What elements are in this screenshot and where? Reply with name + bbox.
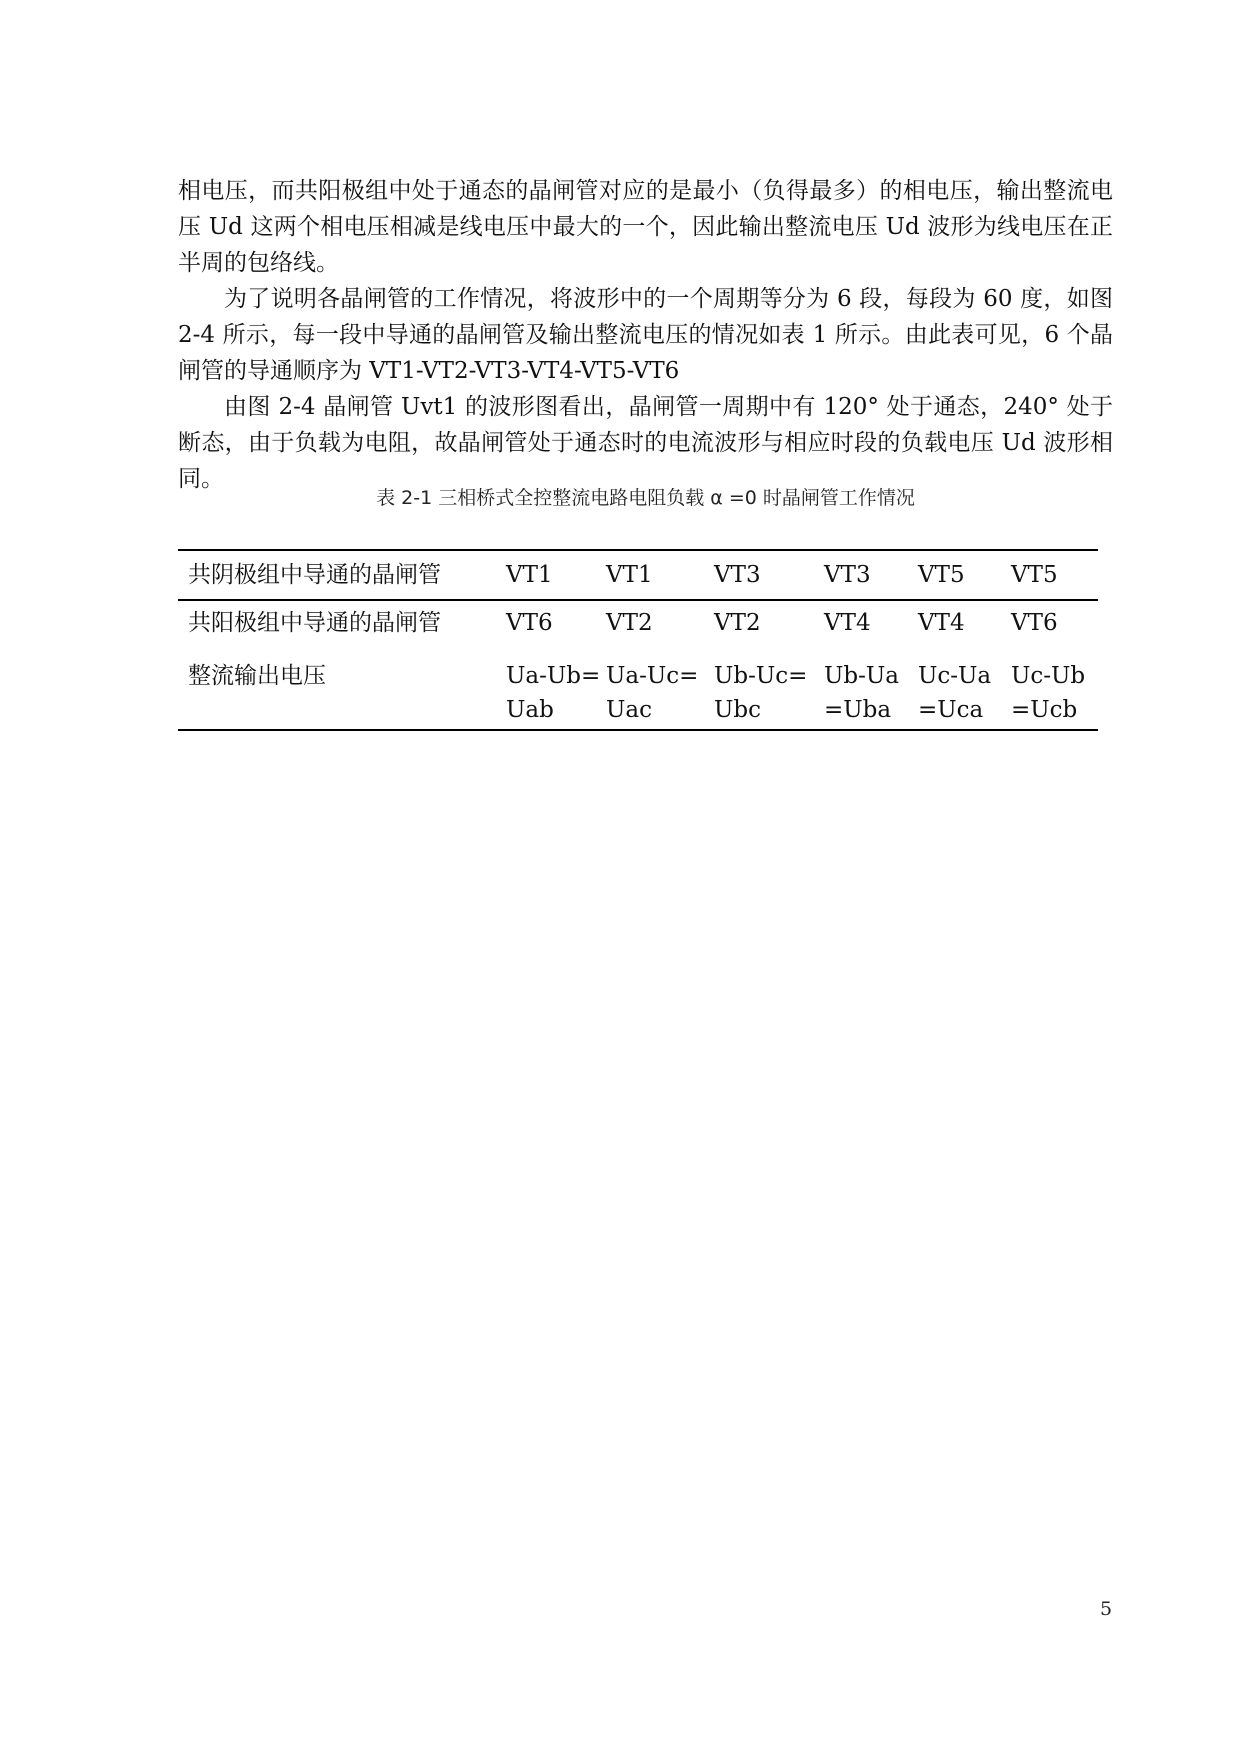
cell-line: =Uba (824, 697, 892, 723)
table-cell (918, 653, 1011, 730)
table-cell (714, 653, 824, 730)
table-cell: VT1 (606, 562, 653, 588)
table-cell (606, 653, 714, 730)
cell-line: Ubc (714, 697, 761, 723)
paragraph-3: 由图 2-4 晶闸管 Uvt1 的波形图看出，晶闸管一周期中有 120° 处于通态，240° 处于断态，由于负载为电阻，故晶闸管处于通态时的电流波形与相应时段的负载电压 Ud 波形相同。 (178, 394, 1113, 492)
table-cell: VT1 (506, 562, 553, 588)
table-row-output-voltage (178, 653, 1098, 730)
table-cell: VT4 (918, 610, 965, 636)
row-label: 整流输出电压 (188, 663, 326, 689)
body-text (178, 173, 1113, 497)
table-cell: VT6 (1011, 610, 1058, 636)
paragraph-1: 相电压，而共阳极组中处于通态的晶闸管对应的是最小（负得最多）的相电压，输出整流电压 Ud 这两个相电压相减是线电压中最大的一个，因此输出整流电压 Ud 波形为线电压在正半周的包络线。 (178, 178, 1113, 276)
table-cell: VT5 (918, 562, 965, 588)
cell-line: Uac (606, 697, 652, 723)
row-label: 共阴极组中导通的晶闸管 (188, 562, 441, 588)
table-cell: VT3 (824, 562, 871, 588)
cell-line: Ub-Uc= (714, 663, 808, 689)
table-row-cathode-group (178, 550, 1098, 600)
page-number: 5 (1100, 1598, 1113, 1620)
cell-line: Ua-Ub= (506, 663, 601, 689)
table-cell: VT4 (824, 610, 871, 636)
table-cell (1011, 653, 1098, 730)
table-cell (506, 653, 606, 730)
cell-line: Uc-Ub (1011, 663, 1086, 689)
cell-line: Ua-Uc= (606, 663, 699, 689)
table-cell (824, 653, 918, 730)
cell-line: Uc-Ua (918, 663, 992, 689)
table-cell: VT2 (606, 610, 653, 636)
conduction-table (178, 549, 1098, 731)
table-cell: VT2 (714, 610, 761, 636)
cell-line: Ub-Ua (824, 663, 899, 689)
table-cell: VT3 (714, 562, 761, 588)
paragraph-2: 为了说明各晶闸管的工作情况，将波形中的一个周期等分为 6 段，每段为 60 度，如图 2-4 所示，每一段中导通的晶闸管及输出整流电压的情况如表 1 所示。由此表可见，6 个晶闸管的导通顺序为 VT1-VT2-VT3-VT4-VT5-VT6 (178, 286, 1113, 384)
table-cell: VT6 (506, 610, 553, 636)
table-cell: VT5 (1011, 562, 1058, 588)
cell-line: =Uca (918, 697, 984, 723)
row-label: 共阳极组中导通的晶闸管 (188, 610, 441, 636)
cell-line: Uab (506, 697, 554, 723)
cell-line: =Ucb (1011, 697, 1078, 723)
table-row-anode-group (178, 600, 1098, 653)
table-caption: 表 2-1 三相桥式全控整流电路电阻负载 α =0 时晶闸管工作情况 (376, 487, 915, 509)
